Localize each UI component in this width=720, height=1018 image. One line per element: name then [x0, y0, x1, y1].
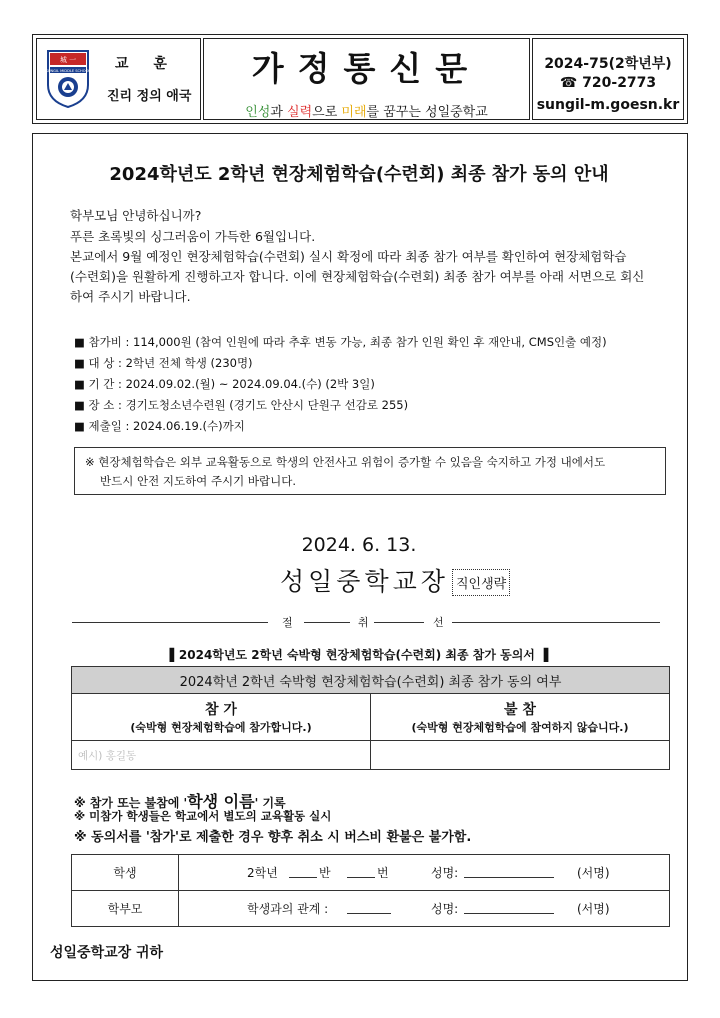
motto-text: 진리 정의 애국: [107, 89, 192, 104]
safety-note-line: 반드시 안전 지도하여 주시기 바랍니다.: [100, 474, 297, 488]
svg-text:城 一: 城 一: [59, 56, 77, 64]
absent-name-field[interactable]: [371, 741, 670, 770]
addressee: 성일중학교장 귀하: [50, 945, 164, 961]
note-student-name: ※ 참가 또는 불참에 '학생 이름' 기록: [74, 792, 286, 811]
student-info-cell: 2학년 반 번 성명: (서명): [179, 855, 670, 891]
info-bullet-fee: ■ 참가비 : 114,000원 (참여 인원에 따라 추후 변동 가능, 최종 참가 인원 확인 후 재안내, CMS인출 예정): [74, 335, 607, 349]
paragraph-line: (수련회)을 원활하게 진행하고자 합니다. 이에 현장체험학습(수련회) 최종 참가 여부를 아래 서면으로 회신: [70, 269, 645, 284]
document-number: 2024-75(2학년부): [544, 56, 672, 72]
school-website: sungil-m.goesn.kr: [536, 97, 680, 113]
consent-table: [71, 666, 670, 770]
seal-omitted-stamp: 직인생략: [452, 569, 510, 596]
header-box: [32, 34, 688, 124]
principal-name: 성일중학교장: [280, 567, 449, 596]
motto-cell: [36, 38, 201, 120]
info-bullet-deadline: ■ 제출일 : 2024.06.19.(수)까지: [74, 419, 245, 433]
svg-text:SUNGIL MIDDLE SCHOOL: SUNGIL MIDDLE SCHOOL: [45, 69, 91, 73]
parent-info-cell: 학생과의 관계 : 성명: (서명): [179, 891, 670, 927]
info-bullet-period: ■ 기 간 : 2024.09.02.(월) ~ 2024.09.04.(수) (2박 3일): [74, 377, 375, 391]
paragraph-line: 본교에서 9월 예정인 현장체험학습(수련회) 실시 확정에 따라 최종 참가 여부를 확인하여 현장체험학습: [70, 249, 627, 264]
safety-note-box: [74, 447, 666, 495]
note-refund: ※ 동의서를 '참가'로 제출한 경우 향후 취소 시 버스비 환불은 불가함.: [74, 830, 472, 845]
safety-note-line: ※ 현장체험학습은 외부 교육활동으로 학생의 안전사고 위험이 증가할 수 있음을 숙지하고 가정 내에서도: [85, 455, 606, 469]
note-non-participants: ※ 미참가 학생들은 학교에서 별도의 교육활동 실시: [74, 809, 332, 823]
school-logo-icon: [45, 47, 91, 109]
signature-table: [71, 854, 670, 927]
relation-field[interactable]: [347, 913, 391, 914]
attend-name-field[interactable]: 예시) 홍길동: [72, 741, 371, 770]
phone-number: ☎ 720-2773: [559, 75, 657, 91]
newsletter-title: 가정통신문: [251, 49, 482, 88]
motto-title: 교 훈: [115, 56, 177, 72]
attend-column-header: 참 가 (숙박형 현장체험학습에 참가합니다.): [72, 694, 371, 741]
info-cell: [532, 38, 684, 120]
consent-table-header: 2024학년 2학년 숙박형 현장체험학습(수련회) 최종 참가 동의 여부: [72, 667, 670, 694]
number-field[interactable]: [347, 877, 375, 878]
absent-column-header: 불 참 (숙박형 현장체험학습에 참여하지 않습니다.): [371, 694, 670, 741]
issue-date: 2024. 6. 13.: [301, 534, 417, 556]
paragraph-line: 푸른 초록빛의 싱그러움이 가득한 6월입니다.: [70, 229, 316, 244]
notice-title: 2024학년도 2학년 현장체험학습(수련회) 최종 참가 동의 안내: [109, 164, 609, 185]
student-name-field[interactable]: [464, 877, 554, 878]
school-slogan: 인성과 실력으로 미래를 꿈꾸는 성일중학교: [245, 105, 488, 120]
student-row-label: 학생: [72, 855, 179, 891]
info-bullet-place: ■ 장 소 : 경기도청소년수련원 (경기도 안산시 단원구 선감로 255): [74, 398, 409, 412]
title-cell: [203, 38, 530, 120]
parent-row-label: 학부모: [72, 891, 179, 927]
paragraph-line: 하여 주시기 바랍니다.: [70, 289, 191, 304]
parent-name-field[interactable]: [464, 913, 554, 914]
paragraph-line: 학부모님 안녕하십니까?: [70, 208, 202, 223]
info-bullet-target: ■ 대 상 : 2학년 전체 학생 (230명): [74, 356, 253, 370]
consent-form-title: ▌2024학년도 2학년 숙박형 현장체험학습(수련회) 최종 참가 동의서 ▐: [169, 648, 549, 662]
class-field[interactable]: [289, 877, 317, 878]
